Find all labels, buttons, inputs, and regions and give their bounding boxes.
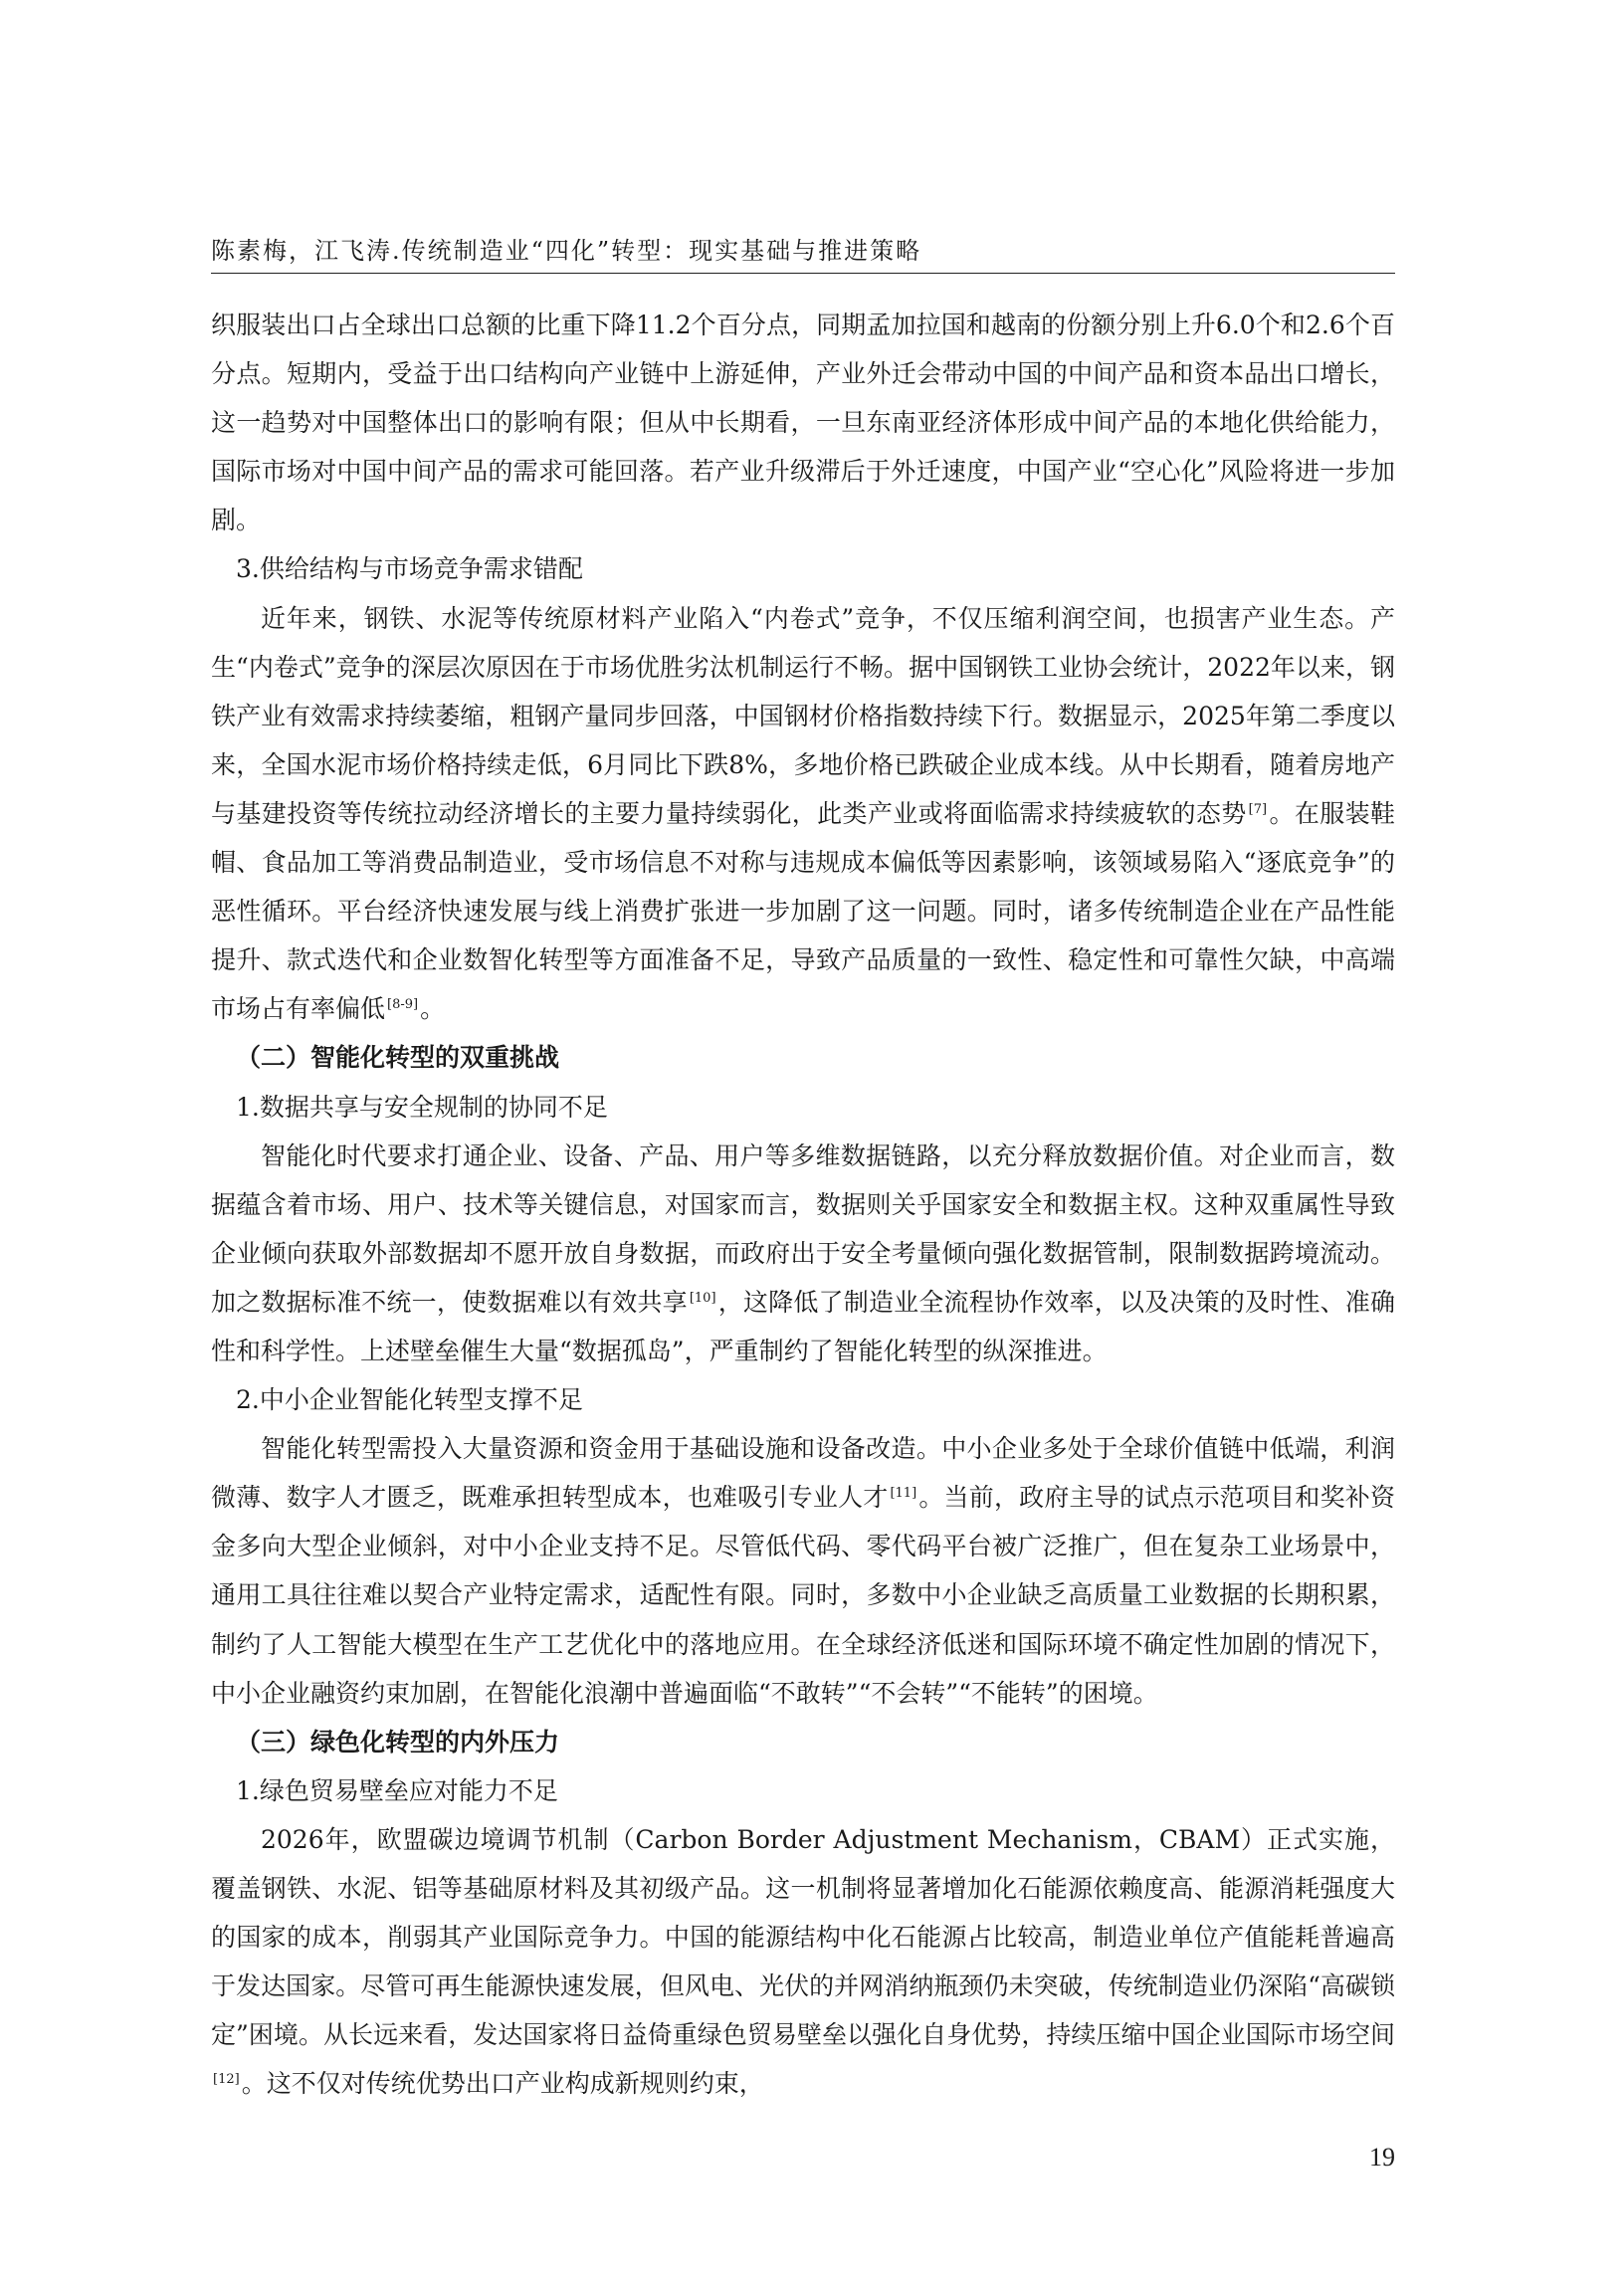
body-text bbox=[211, 301, 1395, 2108]
paragraph bbox=[211, 1132, 1395, 1375]
subsection-heading: 1.数据共享与安全规制的协同不足 bbox=[236, 1092, 608, 1122]
paragraph-text: 智能化转型需投入大量资源和资金用于基础设施和设备改造。中小企业多处于全球价值链中低端，利润微薄、数字人才匮乏，既难承担转型成本，也难吸引专业人才 bbox=[211, 1434, 1395, 1513]
citation-ref[interactable]: [8-9] bbox=[387, 996, 419, 1012]
citation-ref[interactable]: [12] bbox=[213, 2072, 240, 2088]
paragraph bbox=[211, 1815, 1395, 2109]
paragraph-text: 智能化时代要求打通企业、设备、产品、用户等多维数据链路，以充分释放数据价值。对企业而言，数据蕴含着市场、用户、技术等关键信息，对国家而言，数据则关乎国家安全和数据主权。这种双重属性导致企业倾向获取外部数据却不愿开放自身数据，而政府出于安全考量倾向强化数据管制，限制数据跨境流动。加之数据标准不统一，使数据难以有效共享 bbox=[211, 1140, 1395, 1317]
paragraph-text: 。 bbox=[420, 994, 446, 1024]
subsection-heading: 2.中小企业智能化转型支撑不足 bbox=[236, 1385, 583, 1415]
paragraph-text: 。这不仅对传统优势出口产业构成新规则约束， bbox=[241, 2069, 764, 2099]
citation-ref[interactable]: [7] bbox=[1248, 801, 1268, 817]
paragraph-text: ，这降低了制造业全流程协作效率，以及决策的及时性、准确性和科学性。上述壁垒催生大量“数据孤岛”，严重制约了智能化转型的纵深推进。 bbox=[211, 1287, 1395, 1365]
section-heading: （二）智能化转型的双重挑战 bbox=[236, 1043, 560, 1073]
paragraph: 织服装出口占全球出口总额的比重下降11.2个百分点，同期孟加拉国和越南的份额分别上升6.0个和2.6个百分点。短期内，受益于出口结构向产业链中上游延伸，产业外迁会带动中国的中间产品和资本品出口增长，这一趋势对中国整体出口的影响有限；但从中长期看，一旦东南亚经济体形成中间产品的本地化供给能力，国际市场对中国中间产品的需求可能回落。若产业升级滞后于外迁速度，中国产业“空心化”风险将进一步加剧。 bbox=[211, 311, 1395, 535]
paragraph-text: 近年来，钢铁、水泥等传统原材料产业陷入“内卷式”竞争，不仅压缩利润空间，也损害产业生态。产生“内卷式”竞争的深层次原因在于市场优胜劣汰机制运行不畅。据中国钢铁工业协会统计，2022年以来，钢铁产业有效需求持续萎缩，粗钢产量同步回落，中国钢材价格指数持续下行。数据显示，2025年第二季度以来，全国水泥市场价格持续走低，6月同比下跌8%，多地价格已跌破企业成本线。从中长期看，随着房地产与基建投资等传统拉动经济增长的主要力量持续弱化，此类产业或将面临需求持续疲软的态势 bbox=[211, 603, 1395, 828]
citation-ref[interactable]: [11] bbox=[890, 1485, 917, 1501]
subsection-heading: 3.供给结构与市场竞争需求错配 bbox=[236, 554, 583, 584]
paragraph-text: 。在服装鞋帽、食品加工等消费品制造业，受市场信息不对称与违规成本偏低等因素影响，该领域易陷入“逐底竞争”的恶性循环。平台经济快速发展与线上消费扩张进一步加剧了这一问题。同时，诸多传统制造企业在产品性能提升、款式迭代和企业数智化转型等方面准备不足，导致产品质量的一致性、稳定性和可靠性欠缺，中高端市场占有率偏低 bbox=[211, 798, 1395, 1024]
subsection-heading: 1.绿色贸易壁垒应对能力不足 bbox=[236, 1775, 558, 1805]
page-number: 19 bbox=[1369, 2143, 1395, 2172]
paragraph-text: 。当前，政府主导的试点示范项目和奖补资金多向大型企业倾斜，对中小企业支持不足。尽管低代码、零代码平台被广泛推广，但在复杂工业场景中，通用工具往往难以契合产业特定需求，适配性有限。同时，多数中小企业缺乏高质量工业数据的长期积累，制约了人工智能大模型在生产工艺优化中的落地应用。在全球经济低迷和国际环境不确定性加剧的情况下，中小企业融资约束加剧，在智能化浪潮中普遍面临“不敢转”“不会转”“不能转”的困境。 bbox=[211, 1483, 1395, 1708]
section-heading: （三）绿色化转型的内外压力 bbox=[236, 1727, 560, 1757]
paragraph bbox=[211, 594, 1395, 1034]
running-header: 陈素梅，江飞涛.传统制造业“四化”转型：现实基础与推进策略 bbox=[211, 237, 922, 265]
paragraph bbox=[211, 1424, 1395, 1718]
paragraph-text: 2026年，欧盟碳边境调节机制（Carbon Border Adjustment Mechanism，CBAM）正式实施，覆盖钢铁、水泥、铝等基础原材料及其初级产品。这一机制将显著增加化石能源依赖度高、能源消耗强度大的国家的成本，削弱其产业国际竞争力。中国的能源结构中化石能源占比较高，制造业单位产值能耗普遍高于发达国家。尽管可再生能源快速发展，但风电、光伏的并网消纳瓶颈仍未突破，传统制造业仍深陷“高碳锁定”困境。从长远来看，发达国家将日益倚重绿色贸易壁垒以强化自身优势，持续压缩中国企业国际市场空间 bbox=[211, 1824, 1395, 2050]
header-rule bbox=[211, 273, 1395, 274]
citation-ref[interactable]: [10] bbox=[689, 1290, 716, 1306]
